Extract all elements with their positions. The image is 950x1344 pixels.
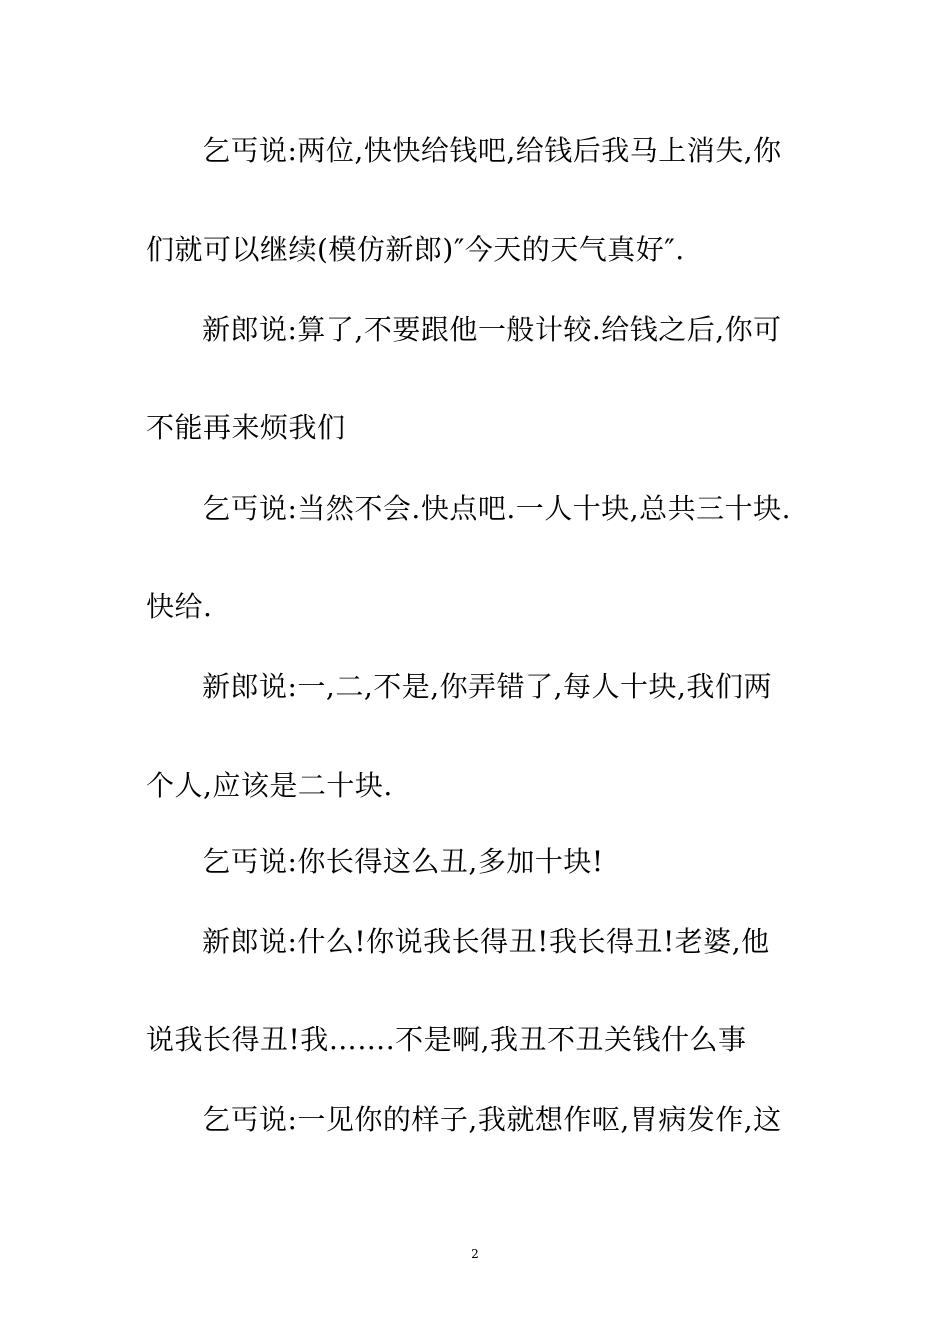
text-line: 乞丐说:当然不会.快点吧.一人十块,总共三十块. (202, 492, 792, 525)
text-line: 新郎说:一,二,不是,你弄错了,每人十块,我们两 (202, 670, 772, 703)
page-number: 2 (471, 1247, 479, 1261)
text-line: 新郎说:什么!你说我长得丑!我长得丑!老婆,他 (202, 925, 770, 958)
text-line: 不能再来烦我们 (146, 411, 346, 444)
text-line: 乞丐说:两位,快快给钱吧,给钱后我马上消失,你 (202, 134, 782, 167)
text-line: 新郎说:算了,不要跟他一般计较.给钱之后,你可 (202, 313, 782, 346)
text-line: 们就可以继续(模仿新郎)″今天的天气真好″. (146, 233, 685, 266)
text-line: 说我长得丑!我…….不是啊,我丑不丑关钱什么事 (146, 1023, 747, 1056)
text-line: 乞丐说:你长得这么丑,多加十块! (202, 845, 604, 878)
text-line: 快给. (146, 590, 213, 623)
text-line: 乞丐说:一见你的样子,我就想作呕,胃病发作,这 (202, 1103, 782, 1136)
text-line: 个人,应该是二十块. (146, 769, 393, 802)
